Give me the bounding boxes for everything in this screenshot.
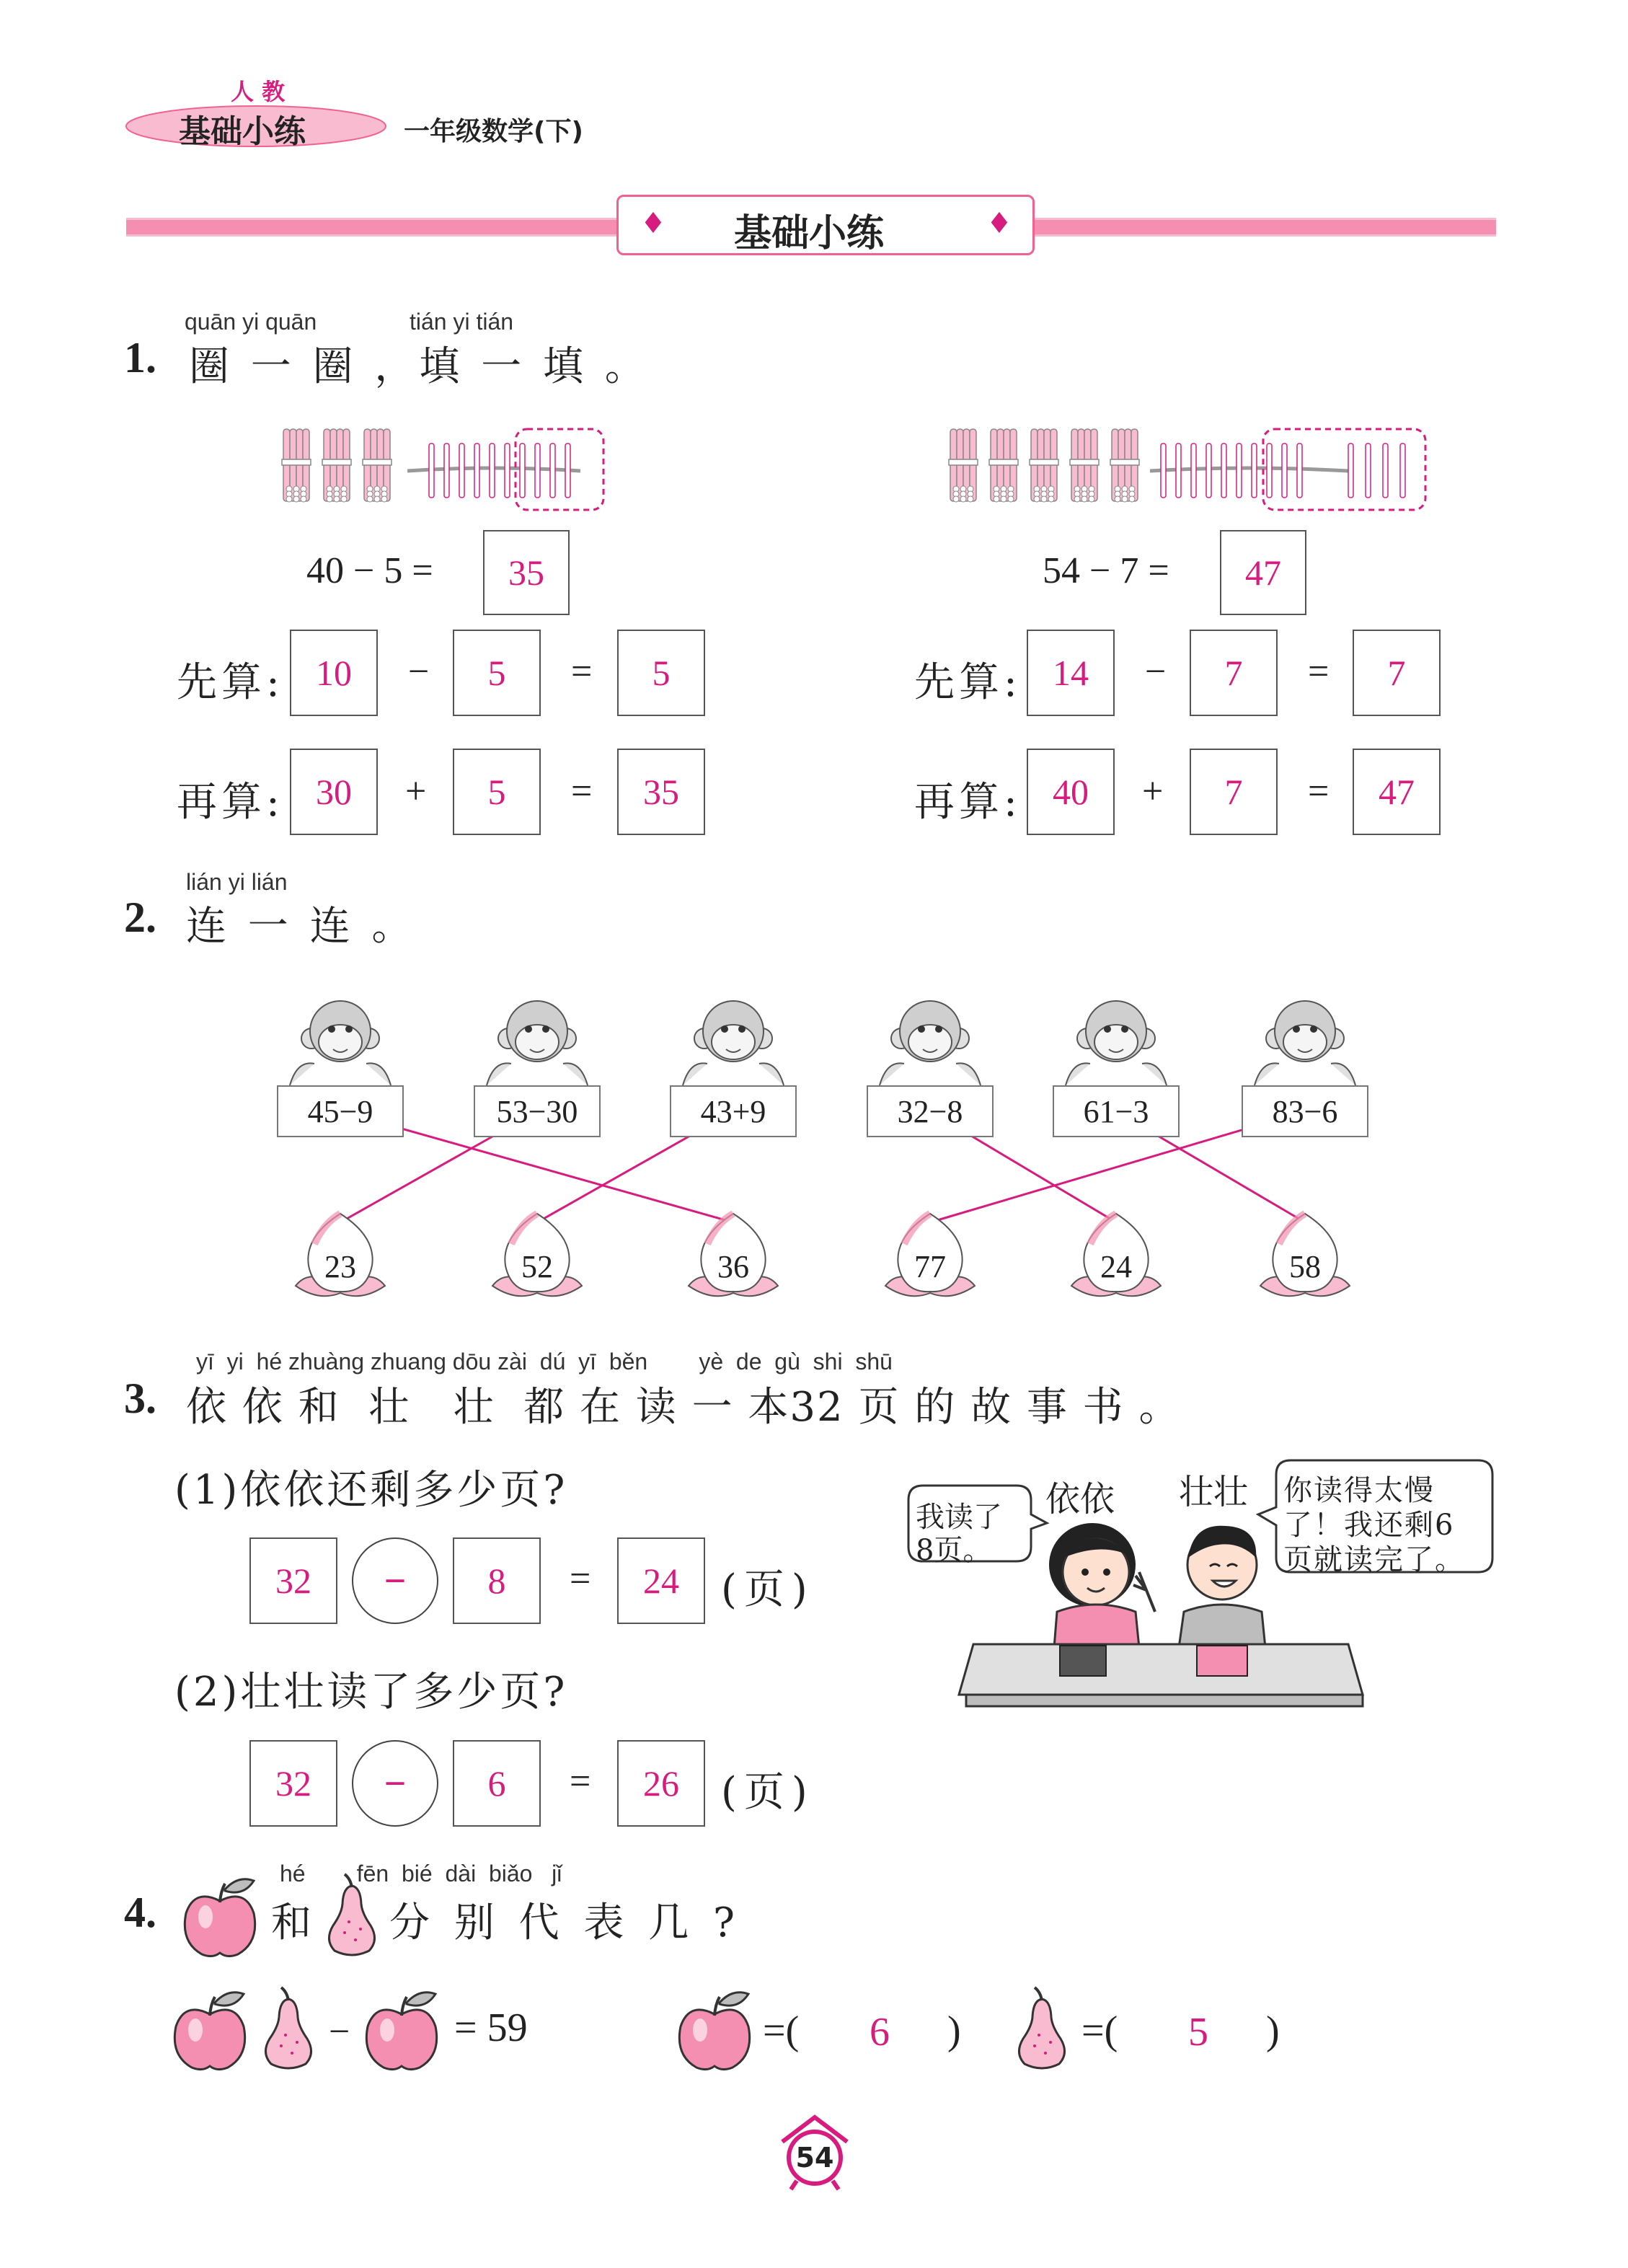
expression-card[interactable]: 32−8 <box>867 1085 994 1137</box>
q3-girl-bubble-line2: 8页。 <box>916 1534 992 1567</box>
q1-right-step1-equals: = <box>1308 651 1330 692</box>
stick-bundle <box>949 429 978 502</box>
q1-right-step1-label: 先算: <box>914 659 1022 706</box>
q2-pinyin: lián yi lián <box>186 869 288 895</box>
banner-line-left <box>126 218 616 237</box>
q4-title-and: 和 <box>271 1899 316 1946</box>
q4-equation-result: = 59 <box>454 2006 528 2050</box>
single-stick <box>1237 444 1242 498</box>
q2-number: 2. <box>124 893 156 941</box>
q1-right-step2-a[interactable]: 40 <box>1027 749 1115 835</box>
single-stick <box>474 444 479 498</box>
q4-apple-answer[interactable]: 6 <box>870 2010 890 2055</box>
q4-pear-eq: =( <box>1081 2008 1118 2053</box>
q3-pinyin: yī yi hé zhuàng zhuang dōu zài dú yī běn yè de gù shi shū <box>196 1349 893 1375</box>
q4-pinyin: hé fēn bié dài biǎo jǐ <box>280 1861 562 1887</box>
stick-bundle <box>363 429 391 502</box>
q1-right-equation: 54 − 7 = <box>1043 550 1169 591</box>
peach-result: 52 <box>521 1249 553 1284</box>
q4-title-rest: 分 别 代 表 几 ? <box>389 1899 741 1946</box>
q1-left-step2-a[interactable]: 30 <box>290 749 378 835</box>
q1-right-step1-a[interactable]: 14 <box>1027 630 1115 716</box>
q4-number: 4. <box>124 1889 156 1936</box>
q3-title: 依 依 和 壮 壮 都 在 读 一 本32 页 的 故 事 书 。 <box>186 1384 1181 1431</box>
single-stick <box>1267 444 1272 498</box>
banner-diamond-right: ♦ <box>986 207 1012 240</box>
q1-right-step2-label: 再算: <box>914 779 1022 826</box>
stick-bundle <box>989 429 1018 502</box>
stick-bundle <box>282 429 311 502</box>
single-stick <box>1161 444 1166 498</box>
q3-sub1: (1)依依还剩多少页? <box>174 1467 568 1514</box>
q3-sub1-c[interactable]: 24 <box>617 1537 705 1624</box>
q3-illustration <box>887 1457 1507 1709</box>
single-stick <box>505 444 510 498</box>
q1-right-step2-plus: + <box>1142 771 1164 812</box>
q3-sub2-unit: (页) <box>721 1769 815 1816</box>
single-stick <box>1191 444 1196 498</box>
q1-number: 1. <box>124 334 156 381</box>
q3-boy-bubble-line1: 你读得太慢 <box>1283 1474 1435 1507</box>
q1-right-step1-c[interactable]: 7 <box>1353 630 1441 716</box>
q3-number: 3. <box>124 1375 156 1422</box>
q3-boy-bubble-line2: 了！我还剩6 <box>1283 1509 1455 1542</box>
q1-right-step2-equals: = <box>1308 771 1330 812</box>
q3-sub2-a[interactable]: 32 <box>249 1740 337 1827</box>
q1-left-step2-equals: = <box>571 771 593 812</box>
single-stick <box>1400 444 1405 498</box>
q3-sub2-c[interactable]: 26 <box>617 1740 705 1827</box>
q3-sub2-b[interactable]: 6 <box>453 1740 541 1827</box>
q3-sub2-op-circle[interactable] <box>352 1740 438 1827</box>
q1-pinyin-b: tián yi tián <box>410 309 514 335</box>
header-series: 基础小练 <box>179 113 306 150</box>
expression-card[interactable]: 45−9 <box>277 1085 404 1137</box>
q3-sub1-op-circle[interactable] <box>352 1537 438 1624</box>
expression-card[interactable]: 43+9 <box>670 1085 797 1137</box>
single-stick <box>1366 444 1371 498</box>
q1-right-answer-box[interactable]: 47 <box>1220 530 1306 615</box>
banner-title: 基础小练 <box>734 212 885 255</box>
single-stick <box>520 444 525 498</box>
banner-diamond-left: ♦ <box>640 207 666 240</box>
q1-title: 圈 一 圈 ，填 一 填 。 <box>189 343 650 390</box>
q1-left-step2-label: 再算: <box>177 779 284 826</box>
q1-left-step2-c[interactable]: 35 <box>617 749 705 835</box>
q3-boy-name: 壮壮 <box>1179 1472 1249 1512</box>
q3-sub2-op: − <box>384 1762 407 1805</box>
peach-result: 58 <box>1289 1249 1321 1284</box>
single-stick <box>535 444 540 498</box>
q4-apple-eq: =( <box>763 2008 800 2053</box>
single-stick <box>1176 444 1181 498</box>
single-stick <box>459 444 464 498</box>
single-stick <box>1252 444 1257 498</box>
q3-boy-bubble-line3: 页就读完了。 <box>1283 1543 1465 1576</box>
page-number-badge <box>775 2113 854 2192</box>
banner-box <box>616 195 1035 255</box>
q3-girl-bubble-line1: 我读了 <box>916 1501 1002 1534</box>
q1-right-step2-c[interactable]: 47 <box>1353 749 1441 835</box>
q3-sub1-unit: (页) <box>721 1566 815 1613</box>
apple-icon <box>170 1987 249 2073</box>
q4-minus: − <box>329 2011 350 2052</box>
expression-card[interactable]: 53−30 <box>474 1085 601 1137</box>
header <box>123 72 642 151</box>
q1-pinyin-a: quān yi quān <box>185 309 317 335</box>
pear-icon <box>1013 1985 1071 2071</box>
single-stick <box>444 444 449 498</box>
q2-labels <box>274 970 1399 1316</box>
page-number: 54 <box>795 2142 834 2174</box>
stick-bundles-left <box>278 422 609 516</box>
q1-left-equation: 40 − 5 = <box>306 550 433 591</box>
stick-bundle <box>1030 429 1058 502</box>
peach-result: 24 <box>1100 1249 1132 1284</box>
apple-icon <box>675 1987 754 2073</box>
stick-bundle <box>322 429 351 502</box>
q1-right-step1-b[interactable]: 7 <box>1190 630 1278 716</box>
q1-left-step1-c[interactable]: 5 <box>617 630 705 716</box>
q1-left-step1-b[interactable]: 5 <box>453 630 541 716</box>
header-grade: 一年级数学(下) <box>404 117 583 146</box>
single-stick <box>1383 444 1388 498</box>
q3-sub1-op: − <box>384 1559 407 1602</box>
q1-left-step1-equals: = <box>571 651 593 692</box>
q3-sub1-equals: = <box>570 1558 591 1599</box>
q4-pear-answer[interactable]: 5 <box>1188 2010 1208 2055</box>
pear-icon <box>260 1985 317 2071</box>
apple-icon <box>180 1874 260 1960</box>
q3-sub1-b[interactable]: 8 <box>453 1537 541 1624</box>
single-stick <box>1297 444 1302 498</box>
stick-bundles-right <box>944 422 1435 516</box>
stick-bundle <box>1070 429 1099 502</box>
single-stick <box>1282 444 1287 498</box>
expression-card[interactable]: 61−3 <box>1053 1085 1180 1137</box>
q3-sub2: (2)壮壮读了多少页? <box>174 1669 568 1716</box>
single-stick <box>1221 444 1226 498</box>
q1-left-answer-box[interactable]: 35 <box>483 530 570 615</box>
peach-result: 77 <box>914 1249 946 1284</box>
header-small-label: 人 教 <box>231 78 286 105</box>
q4-pear-close: ) <box>1266 2008 1280 2053</box>
q2-title: 连 一 连 。 <box>186 903 417 950</box>
single-stick <box>565 444 570 498</box>
q1-left-step2-plus: + <box>405 771 427 812</box>
q1-left-step1-minus: − <box>408 651 430 692</box>
single-stick <box>429 444 434 498</box>
q1-left-step1-label: 先算: <box>177 659 284 706</box>
expression-card[interactable]: 83−6 <box>1242 1085 1368 1137</box>
peach-result: 23 <box>324 1249 356 1284</box>
single-stick <box>1348 444 1353 498</box>
q1-left-step2-b[interactable]: 5 <box>453 749 541 835</box>
banner-line-right <box>1035 218 1496 237</box>
q4-apple-close: ) <box>947 2008 961 2053</box>
peach-result: 36 <box>717 1249 749 1284</box>
banner <box>126 195 1496 260</box>
single-stick <box>550 444 555 498</box>
q3-sub1-a[interactable]: 32 <box>249 1537 337 1624</box>
pear-icon <box>323 1871 381 1958</box>
q1-left-step1-a[interactable]: 10 <box>290 630 378 716</box>
q1-right-step1-minus: − <box>1145 651 1167 692</box>
single-stick <box>490 444 495 498</box>
q3-girl-name: 依依 <box>1045 1479 1115 1519</box>
q1-right-step2-b[interactable]: 7 <box>1190 749 1278 835</box>
apple-icon <box>362 1987 441 2073</box>
q3-sub2-equals: = <box>570 1761 591 1802</box>
single-stick <box>1206 444 1211 498</box>
stick-bundle <box>1110 429 1139 502</box>
